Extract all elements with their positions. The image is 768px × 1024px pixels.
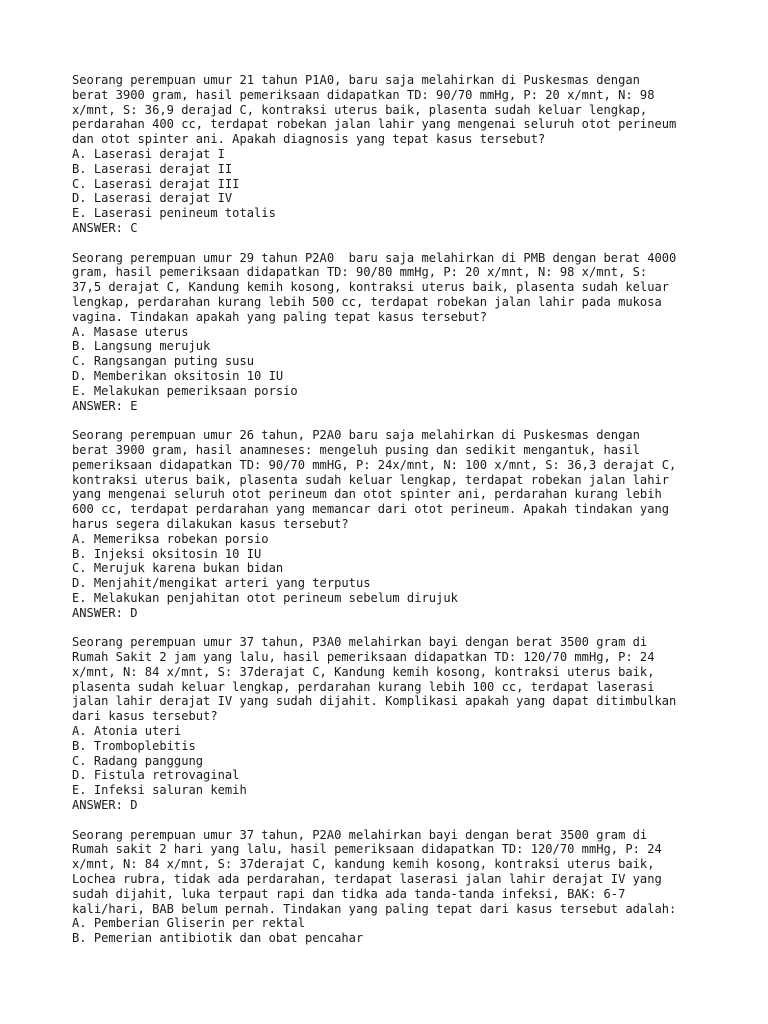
answer-option: D. Menjahit/mengikat arteri yang terputus — [72, 576, 371, 591]
answer-option: C. Laserasi derajat III — [72, 176, 240, 191]
question-text-line: dan otot spinter ani. Apakah diagnosis yang tepat kasus tersebut? — [72, 132, 546, 147]
question-block — [72, 251, 732, 414]
answer-key: ANSWER: D — [72, 798, 138, 813]
answer-option: B. Injeksi oksitosin 10 IU — [72, 546, 262, 561]
question-text-line: Seorang perempuan umur 26 tahun, P2A0 baru saja melahirkan di Puskesmas dengan — [72, 428, 640, 443]
answer-option: B. Pemerian antibiotik dan obat pencahar — [72, 931, 364, 946]
answer-option: C. Radang panggung — [72, 753, 204, 768]
question-text-line: perdarahan 400 cc, terdapat robekan jalan lahir yang mengenai seluruh otot perineum — [72, 117, 677, 132]
answer-option: E. Laserasi penineum totalis — [72, 206, 276, 221]
question-text-line: x/mnt, S: 36,9 derajad C, kontraksi uterus baik, plasenta sudah keluar lengkap, — [72, 102, 648, 117]
answer-option: E. Infeksi saluran kemih — [72, 783, 247, 798]
answer-option: A. Masase uterus — [72, 324, 189, 339]
answer-option: A. Pemberian Gliserin per rektal — [72, 916, 305, 931]
answer-option: B. Laserasi derajat II — [72, 161, 233, 176]
question-text-line: Seorang perempuan umur 37 tahun, P2A0 melahirkan bayi dengan berat 3500 gram di — [72, 827, 648, 842]
question-text-line: kali/hari, BAB belum pernah. Tindakan yang paling tepat dari kasus tersebut adalah: — [72, 901, 677, 916]
question-text-line: 37,5 derajat C, Kandung kemih kosong, kontraksi uterus baik, plasenta sudah keluar — [72, 280, 670, 295]
question-text-line: Seorang perempuan umur 37 tahun, P3A0 melahirkan bayi dengan berat 3500 gram di — [72, 635, 648, 650]
answer-key: ANSWER: C — [72, 220, 138, 235]
answer-option: B. Tromboplebitis — [72, 738, 196, 753]
question-text-line: vagina. Tindakan apakah yang paling tepat kasus tersebut? — [72, 309, 488, 324]
answer-key: ANSWER: D — [72, 605, 138, 620]
question-block — [72, 73, 732, 236]
answer-option: D. Fistula retrovaginal — [72, 768, 240, 783]
question-block — [72, 428, 732, 620]
document-page — [72, 73, 732, 961]
question-text-line: 600 cc, terdapat perdarahan yang memancar dari otot perineum. Apakah tindakan yang — [72, 502, 670, 517]
question-block — [72, 828, 732, 946]
question-text-line: lengkap, perdarahan kurang lebih 500 cc, terdapat robekan jalan lahir pada mukosa — [72, 294, 662, 309]
question-text-line: kontraksi uterus baik, plasenta sudah keluar lengkap, terdapat robekan jalan lahir — [72, 472, 670, 487]
question-text-line: harus segera dilakukan kasus tersebut? — [72, 516, 349, 531]
answer-option: A. Atonia uteri — [72, 724, 182, 739]
question-text-line: Lochea rubra, tidak ada perdarahan, terdapat laserasi jalan lahir derajat IV yang — [72, 872, 662, 887]
question-text-line: pemeriksaan didapatkan TD: 90/70 mmHG, P: 24x/mnt, N: 100 x/mnt, S: 36,3 derajat C, — [72, 457, 677, 472]
answer-option: D. Laserasi derajat IV — [72, 191, 233, 206]
question-text-line: plasenta sudah keluar lengkap, perdarahan kurang lebih 100 cc, terdapat laserasi — [72, 679, 655, 694]
question-text-line: dari kasus tersebut? — [72, 709, 218, 724]
answer-option: A. Memeriksa robekan porsio — [72, 531, 269, 546]
question-text-line: berat 3900 gram, hasil pemeriksaan didapatkan TD: 90/70 mmHg, P: 20 x/mnt, N: 98 — [72, 87, 655, 102]
question-text-line: berat 3900 gram, hasil anamneses: mengeluh pusing dan sedikit mengantuk, hasil — [72, 442, 640, 457]
answer-option: B. Langsung merujuk — [72, 339, 211, 354]
question-text-line: Seorang perempuan umur 21 tahun P1A0, baru saja melahirkan di Puskesmas dengan — [72, 73, 640, 87]
answer-option: E. Melakukan penjahitan otot perineum sebelum dirujuk — [72, 590, 458, 605]
answer-option: C. Merujuk karena bukan bidan — [72, 561, 284, 576]
question-text-line: Rumah sakit 2 hari yang lalu, hasil pemeriksaan didapatkan TD: 120/70 mmHg, P: 24 — [72, 842, 662, 857]
question-text-line: Rumah Sakit 2 jam yang lalu, hasil pemeriksaan didapatkan TD: 120/70 mmHg, P: 24 — [72, 650, 655, 665]
question-text-line: x/mnt, N: 84 x/mnt, S: 37derajat C, Kandung kemih kosong, kontraksi uterus baik, — [72, 664, 655, 679]
answer-option: C. Rangsangan puting susu — [72, 354, 255, 369]
question-text-line: x/mnt, N: 84 x/mnt, S: 37derajat C, kandung kemih kosong, kontraksi uterus baik, — [72, 857, 655, 872]
question-text-line: yang mengenai seluruh otot perineum dan otot spinter ani, perdarahan kurang lebih — [72, 487, 662, 502]
question-block — [72, 635, 732, 813]
question-text-line: sudah dijahit, luka terpaut rapi dan tidka ada tanda-tanda infeksi, BAK: 6-7 — [72, 886, 626, 901]
answer-option: D. Memberikan oksitosin 10 IU — [72, 368, 284, 383]
answer-option: A. Laserasi derajat I — [72, 146, 225, 161]
answer-option: E. Melakukan pemeriksaan porsio — [72, 383, 298, 398]
question-text-line: jalan lahir derajat IV yang sudah dijahit. Komplikasi apakah yang dapat ditimbulkan — [72, 694, 677, 709]
question-text-line: Seorang perempuan umur 29 tahun P2A0 baru saja melahirkan di PMB dengan berat 4000 — [72, 250, 677, 265]
question-text-line: gram, hasil pemeriksaan didapatkan TD: 90/80 mmHg, P: 20 x/mnt, N: 98 x/mnt, S: — [72, 265, 648, 280]
answer-key: ANSWER: E — [72, 398, 138, 413]
